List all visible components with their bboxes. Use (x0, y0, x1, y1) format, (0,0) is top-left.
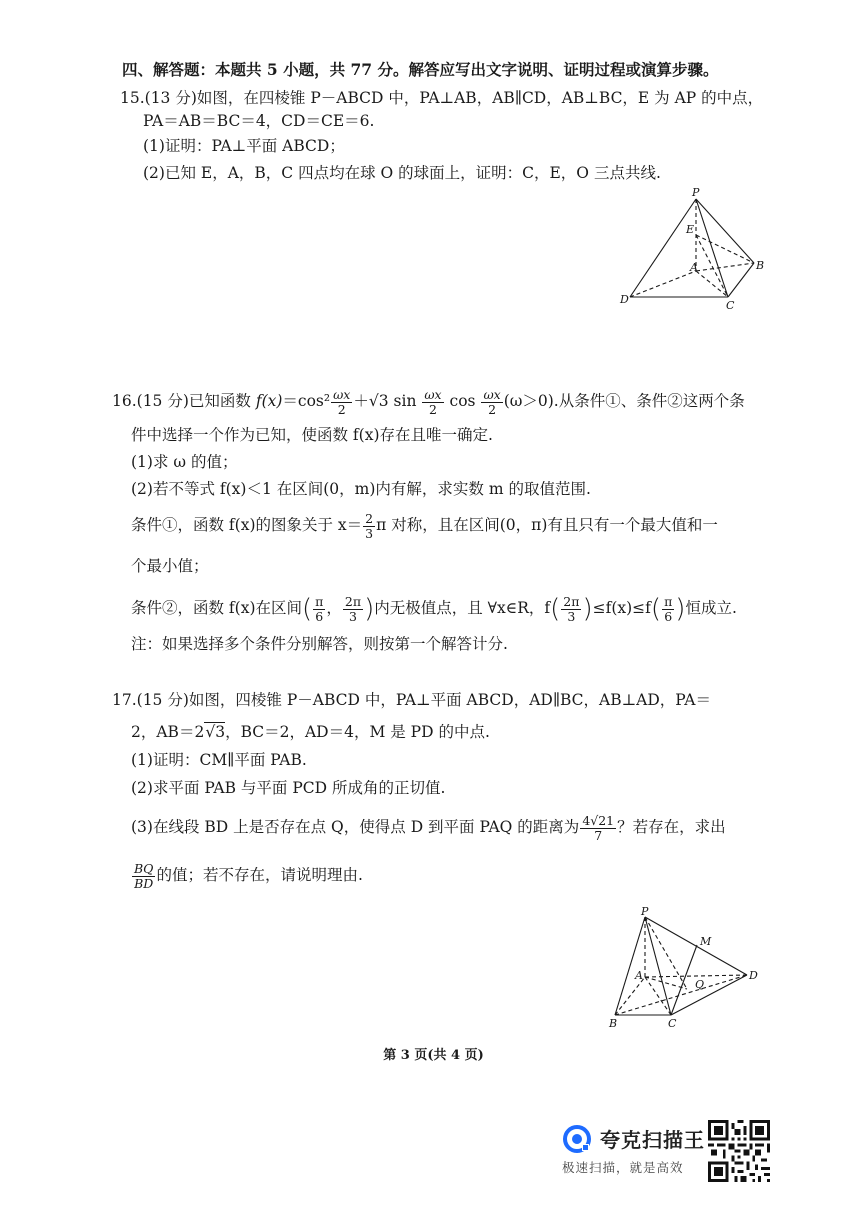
edge-AB (696, 263, 754, 271)
q15-part1: (1)证明：PA⊥平面 ABCD； (143, 137, 345, 155)
edge-DA (630, 271, 696, 297)
edge-CB (728, 263, 754, 297)
edge-PQ (645, 917, 687, 989)
q16-frac2: $\frac{\omega x}{2}$ (424, 386, 442, 417)
edge-EC (696, 235, 728, 297)
section-heading: 四、解答题：本题共 5 小题，共 77 分。解答应写出文字说明、证明过程或演算步骤。 (122, 60, 719, 79)
edge-PD (630, 199, 696, 297)
q17-line2: 2，AB＝2√3，BC＝2，AD＝4，M 是 PD 的中点. (131, 723, 490, 741)
q16-omega-cond: (ω＞0) (503, 392, 554, 410)
label-D: D (620, 293, 629, 306)
label-B: B (609, 1017, 618, 1030)
q17-part1: (1)证明：CM∥平面 PAB. (131, 751, 307, 769)
q16-plus: ＋ (353, 392, 369, 410)
q17-frac-distance: $\frac{4√21}{7}$ (582, 812, 615, 843)
q16-prefix: 16.(15 分)已知函数 (112, 392, 256, 410)
brand-name: 夸克扫描王 (600, 1128, 705, 1152)
q15-line2: PA＝AB＝BC＝4，CD＝CE＝6. (143, 112, 375, 130)
q15-part2: (2)已知 E，A，B，C 四点均在球 O 的球面上，证明：C，E，O 三点共线. (143, 164, 661, 182)
q17-part2: (2)求平面 PAB 与平面 PCD 所成角的正切值. (131, 779, 446, 797)
q16-cond2: 条件②，函数 f(x)在区间( $\frac{\pi}{6}$ ， $\frac{2\pi}{3}$ )内无极值点，且 ∀x∈R，f( $\frac{2\pi}{3}$ )≤f(x)≤f( $\frac{\pi}{6}$ )恒成立. (131, 593, 737, 624)
label-B: B (756, 259, 765, 272)
label-M: M (700, 935, 712, 948)
label-C: C (726, 299, 735, 312)
q17-part3-line2: $\frac{BQ}{BD}$ 的值；若不存在，请说明理由. (134, 860, 363, 891)
label-Q: Q (695, 978, 705, 991)
q16-eq: ＝cos² (282, 392, 331, 410)
edge-BA (615, 977, 645, 1015)
q16-note: 注：如果选择多个条件分别解答，则按第一个解答计分. (131, 635, 508, 653)
edge-EB (696, 235, 754, 263)
label-A: A (635, 969, 643, 982)
q16-sin: sin (388, 392, 422, 410)
q16-cond1-frac: $\frac{2}{3}$ (365, 510, 374, 541)
q16-suffix: .从条件①、条件②这两个条 (553, 392, 745, 410)
brand-slogan: 极速扫描，就是高效 (562, 1160, 684, 1175)
q16-part1: (1)求 ω 的值； (131, 453, 238, 471)
label-E: E (686, 223, 695, 236)
scanner-watermark (560, 1120, 860, 1190)
q16-fx: f(x) (255, 392, 283, 410)
edge-PB (615, 917, 645, 1015)
edge-PC (645, 917, 671, 1015)
label-P: P (641, 905, 649, 918)
q16-part2: (2)若不等式 f(x)＜1 在区间(0，m)内有解，求实数 m 的取值范围. (131, 480, 591, 498)
q17-pyramid-figure (605, 905, 765, 1030)
q15-pyramid-figure (618, 185, 768, 315)
label-C: C (668, 1017, 677, 1030)
q16-sqrt3: √3 (368, 392, 389, 410)
edge-PB (696, 199, 754, 263)
quark-logo-icon (562, 1124, 592, 1154)
q15-line1: 15.(13 分)如图，在四棱锥 P－ABCD 中，PA⊥AB，AB∥CD，AB⊥BC，E 为 AP 的中点， (120, 89, 764, 107)
edge-AC (645, 977, 671, 1015)
edge-PD (645, 917, 747, 975)
q16-frac3: $\frac{\omega x}{2}$ (483, 386, 501, 417)
q16-line1 (112, 384, 745, 418)
label-P: P (692, 186, 700, 199)
q16-cond1: 条件①，函数 f(x)的图象关于 x＝ $\frac{2}{3}$ π 对称，且在区间(0，π)有且只有一个最大值和一 (131, 510, 718, 541)
q17-part3: (3)在线段 BD 上是否存在点 Q，使得点 D 到平面 PAQ 的距离为 $\frac{4√21}{7}$ ？若存在，求出 (131, 812, 726, 843)
q16-line2: 件中选择一个作为已知，使函数 f(x)存在且唯一确定. (131, 426, 493, 444)
q16-frac1: $\frac{\omega x}{2}$ (333, 386, 351, 417)
q17-line1: 17.(15 分)如图，四棱锥 P－ABCD 中，PA⊥平面 ABCD，AD∥BC，AB⊥AD，PA＝ (112, 691, 711, 709)
qr-code-icon (708, 1120, 770, 1182)
edge-CM (671, 945, 697, 1015)
page-footer: 第 3 页(共 4 页) (383, 1048, 484, 1063)
q16-cond1-line2: 个最小值； (131, 557, 209, 575)
label-A: A (690, 261, 698, 274)
q16-cos: cos (444, 392, 481, 410)
q17-frac-bq-bd: $\frac{BQ}{BD}$ (134, 860, 154, 891)
label-D: D (749, 969, 758, 982)
